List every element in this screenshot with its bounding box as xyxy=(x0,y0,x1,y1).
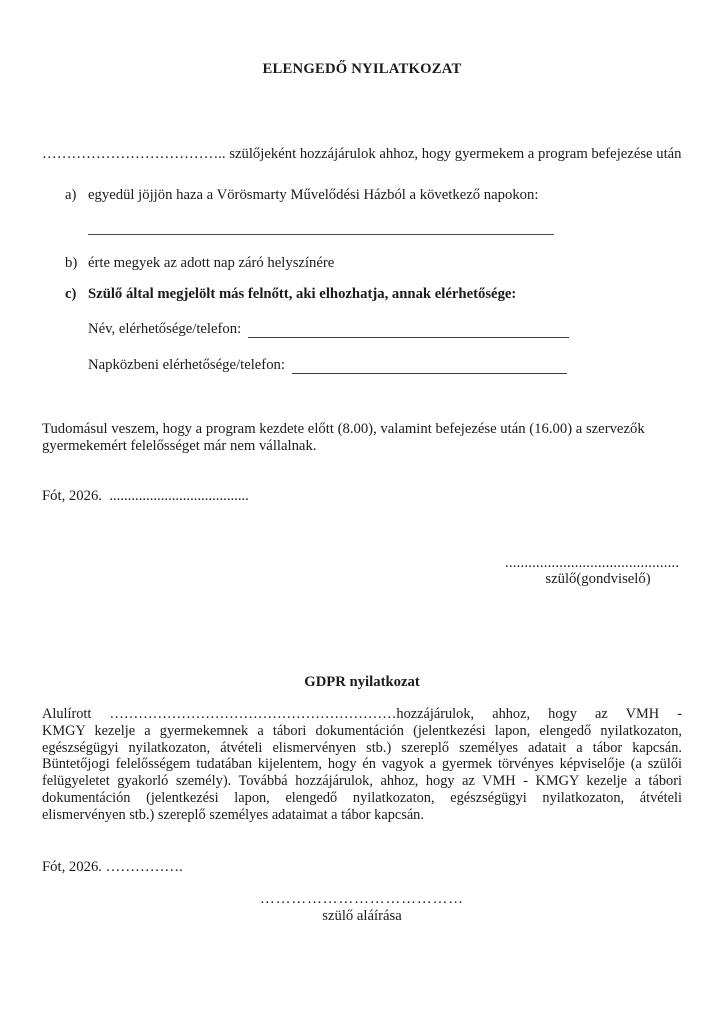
gdpr-paragraph xyxy=(42,706,682,824)
gdpr-section-title: GDPR nyilatkozat xyxy=(304,674,420,690)
intro-line: ……………………………….. szülőjeként hozzájárulok ahhoz, hogy gyermekem a program befejezése után xyxy=(42,146,682,162)
gdpr-line-4: Büntetőjogi felelősségem tudatában kijelentem, hogy én vagyok a gyermek törvényes képviselője (a szülői xyxy=(42,756,682,773)
gdpr-line-2: KMGY kezelje a gyermekemnek a tábori dokumentáción (jelentkezési lapon, elengedő nyilatkozaton, xyxy=(42,722,682,739)
gdpr-line-1: Alulírott ……………………………………………………hozzájárulok, ahhoz, hogy az VMH - xyxy=(42,706,682,722)
list-item-b xyxy=(65,255,334,272)
signature-dotted-line-2: ………………………………… xyxy=(260,891,464,907)
document-title: ELENGEDŐ NYILATKOZAT xyxy=(262,61,462,77)
signature-label-2: szülő aláírása xyxy=(322,907,402,924)
daytime-phone-field-line xyxy=(292,357,567,374)
list-text-b: érte megyek az adott nap záró helyszínére xyxy=(88,255,335,271)
list-text-c: Szülő által megjelölt más felnőtt, aki elhozhatja, annak elérhetősége: xyxy=(88,286,517,302)
date-line-2: Fót, 2026. ……………. xyxy=(42,859,183,875)
list-item-c xyxy=(65,286,516,303)
signature-block-parent xyxy=(505,555,680,587)
list-marker-a: a) xyxy=(65,187,77,203)
gdpr-line-6: dokumentáción (jelentkezési lapon, elengedő nyilatkozaton, egészségügyi nyilatkozaton, átvételi xyxy=(42,789,682,806)
signature-block-parent-gdpr xyxy=(0,891,724,924)
gdpr-line-5: felügyeletet gyakorló személy). Továbbá hozzájárulok, ahhoz, hogy az VMH - KMGY kezelje a tábori xyxy=(42,773,682,790)
list-marker-c: c) xyxy=(65,286,77,302)
name-phone-field-label: Név, elérhetősége/telefon: xyxy=(88,321,242,337)
list-marker-b: b) xyxy=(65,255,78,271)
date-line-1: Fót, 2026. ...................................... xyxy=(42,488,249,504)
name-phone-field xyxy=(88,321,569,338)
gdpr-line-3: egészségügyi nyilatkozaton, átvételi elismervényen stb.) szereplő személyes adatait a tábor kapcsán. xyxy=(42,739,682,756)
gdpr-line-7: elismervényen stb.) szereplő személyes adataimat a tábor kapcsán. xyxy=(42,806,424,823)
signature-dotted-line-1: ............................................. xyxy=(505,555,680,571)
acknowledgement-line-1: Tudomásul veszem, hogy a program kezdete előtt (8.00), valamint befejezése után (16.00) a szervezők xyxy=(42,421,645,437)
acknowledgement-line-2: gyermekemért felelősséget már nem vállalnak. xyxy=(42,438,317,455)
list-item-a xyxy=(65,187,538,204)
daytime-phone-field-label: Napközbeni elérhetősége/telefon: xyxy=(88,357,285,373)
acknowledgement-paragraph xyxy=(42,421,702,456)
signature-label-1: szülő(gondviselő) xyxy=(545,570,651,587)
daytime-phone-field xyxy=(88,357,567,374)
name-phone-field-line xyxy=(248,321,569,338)
days-answer-line xyxy=(88,234,554,235)
list-text-a: egyedül jöjjön haza a Vörösmarty Művelődési Házból a következő napokon: xyxy=(88,187,539,203)
